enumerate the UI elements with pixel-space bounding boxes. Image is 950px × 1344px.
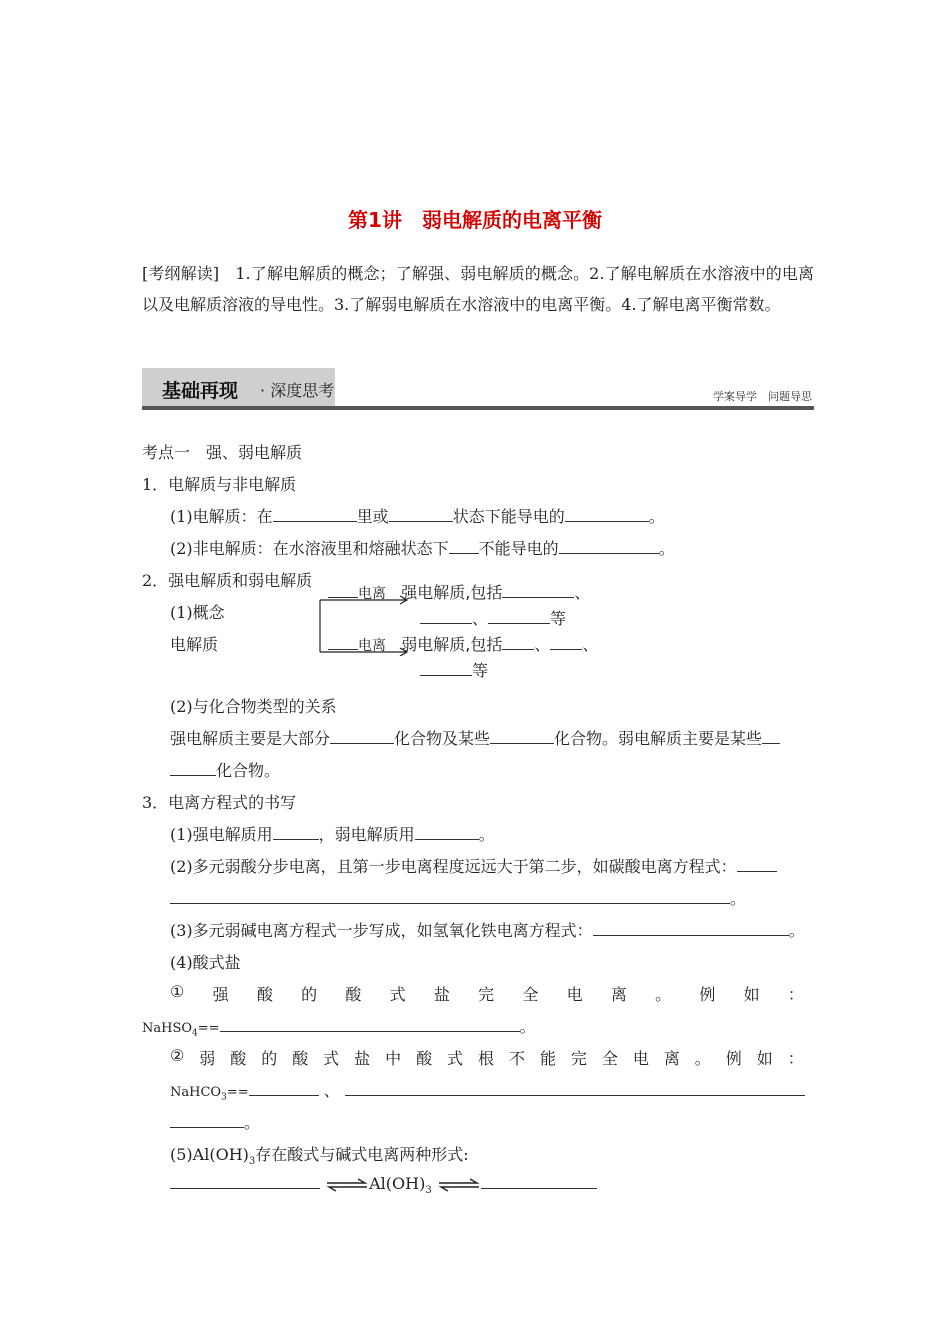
nahso4-equation: NaHSO$_4$== 。: [142, 1017, 536, 1039]
aloh3-equilibrium: $Al(OH)_3$: [170, 1174, 597, 1196]
section-1-heading: 1．电解质与非电解质: [142, 475, 297, 494]
strong-weak-symbols: (1)强电解质用 ，弱电解质用 。: [170, 825, 495, 844]
compound-type-heading: (2)与化合物类型的关系: [170, 697, 337, 716]
compound-type-line: 强电解质主要是大部分 化合物及某些 化合物。弱电解质主要是某些: [170, 726, 780, 749]
strong-branch-cont: 、 等: [420, 606, 566, 629]
section-2-heading: 2．强电解质和弱电解质: [142, 571, 313, 590]
fill-blank[interactable]: [449, 539, 479, 554]
fill-blank[interactable]: [170, 761, 216, 776]
weak-branch: 电离 弱电解质,包括 、 、: [328, 632, 598, 655]
fill-blank[interactable]: [249, 1081, 319, 1096]
fill-blank[interactable]: [330, 729, 394, 744]
fill-blank[interactable]: [550, 635, 582, 650]
fill-blank[interactable]: [565, 507, 649, 522]
fill-blank[interactable]: [328, 635, 358, 650]
fill-blank[interactable]: [559, 539, 659, 554]
fill-blank[interactable]: [170, 1174, 320, 1189]
banner-rule: [142, 406, 814, 410]
fill-blank[interactable]: [593, 921, 789, 936]
polyprotic-acid-answer: 。: [170, 886, 746, 909]
syllabus-paragraph: [考纲解读] 1.了解电解质的概念；了解强、弱电解质的概念。2.了解电解质在水溶液中的电离以及电解质溶液的导电性。3.了解弱电解质在水溶液中的电离平衡。4.了解电离平衡常数。: [142, 264, 814, 314]
section-banner: [142, 368, 814, 410]
nahco3-equation-cont: 。: [170, 1110, 260, 1133]
concept-label: (1)概念: [170, 603, 225, 622]
fill-blank[interactable]: [170, 889, 730, 904]
topic-heading: 考点一 强、弱电解质: [142, 443, 303, 462]
aloh3-line: $(5)Al(OH)_3$存在酸式与碱式电离两种形式:: [170, 1145, 469, 1168]
fill-blank[interactable]: [415, 825, 479, 840]
fill-blank[interactable]: [502, 635, 534, 650]
fill-blank[interactable]: [345, 1081, 805, 1096]
polyprotic-acid-line: (2)多元弱酸分步电离，且第一步电离程度远远大于第二步，如碳酸电离方程式：: [170, 854, 777, 877]
equilibrium-arrow-icon: [437, 1178, 481, 1192]
fill-blank[interactable]: [490, 729, 554, 744]
nonelectrolyte-definition: (2)非电解质：在水溶液里和熔融状态下 不能导电的 。: [170, 539, 675, 558]
fill-blank[interactable]: [481, 1174, 597, 1189]
banner-right-label: 学案导学 问题导思: [713, 390, 812, 403]
fill-blank[interactable]: [328, 583, 358, 598]
compound-type-line-2: 化合物。: [170, 758, 280, 781]
equilibrium-arrow-icon: [325, 1178, 369, 1192]
weak-acid-salt-line: ② 弱 酸 的 酸 式 盐 中 酸 式 根 不 能 完 全 电 离 。 例 如 ：: [170, 1046, 804, 1068]
fill-blank[interactable]: [389, 507, 453, 522]
fill-blank[interactable]: [170, 1113, 244, 1128]
banner-main-label: 基础再现: [162, 380, 239, 402]
fill-blank[interactable]: [737, 857, 777, 872]
strong-branch: 电离 强电解质,包括 、: [328, 580, 590, 603]
fill-blank[interactable]: [273, 825, 319, 840]
fill-blank[interactable]: [273, 507, 357, 522]
strong-acid-salt-line: ① 强 酸 的 酸 式 盐 完 全 电 离 。 例 如 ：: [170, 982, 804, 1004]
section-3-heading: 3．电离方程式的书写: [142, 793, 297, 812]
fill-blank[interactable]: [488, 609, 550, 624]
page-title: 第1讲 弱电解质的电离平衡: [348, 208, 602, 232]
banner-sub-label: · 深度思考: [260, 381, 335, 400]
acid-salt-heading: (4)酸式盐: [170, 953, 241, 972]
fill-blank[interactable]: [762, 729, 780, 744]
electrolyte-label: 电解质: [170, 635, 219, 654]
fill-blank[interactable]: [420, 661, 472, 676]
weak-branch-cont: 等: [420, 658, 488, 681]
fill-blank[interactable]: [502, 583, 574, 598]
polybasic-line: (3)多元弱碱电离方程式一步写成，如氢氧化铁电离方程式： 。: [170, 921, 805, 940]
electrolyte-definition: (1)电解质：在 里或 状态下能导电的 。: [170, 507, 665, 526]
fill-blank[interactable]: [420, 609, 472, 624]
fill-blank[interactable]: [220, 1017, 520, 1032]
nahco3-equation: NaHCO$_3$== 、: [170, 1078, 805, 1103]
